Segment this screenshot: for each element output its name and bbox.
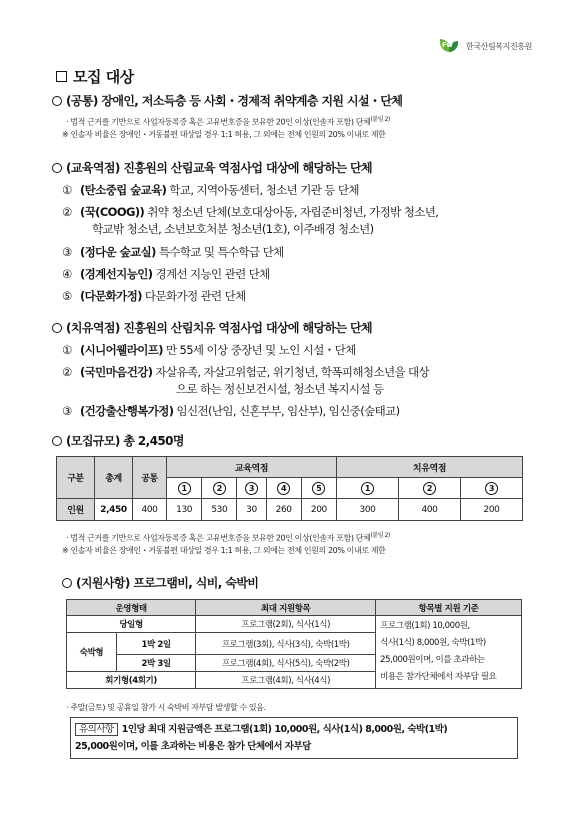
edu-num-3: 3 [237, 478, 266, 499]
support-table [66, 599, 522, 689]
items-1n2d: 프로그램(3회), 식사(3식), 숙박(1박) [196, 633, 376, 655]
cell-heal-1: 300 [337, 499, 399, 521]
cell-edu-5: 200 [301, 499, 336, 521]
edu-item-5: ⑤ (다문화가정) 다문화가정 관련 단체 [62, 289, 246, 303]
cell-edu-1: 130 [167, 499, 202, 521]
sub-2n3d: 2박 3일 [117, 655, 196, 672]
common-note-2: ※ 인솔자 비율은 장애인・거동불편 대상일 경우 1:1 허용, 그 외에는 전체 인원의 20% 이내로 제한 [62, 130, 386, 139]
circle-bullet-icon [52, 323, 62, 333]
col-type: 운영형태 [67, 600, 196, 616]
common-note-1: ‧ 법적 근거를 기반으로 사업자등록증 혹은 고유번호증을 보유한 20인 이상(인솔자 포함) 단체$^{(붙임 2)}$ [66, 116, 390, 127]
caution-tag: 유의사항 [75, 723, 118, 736]
heal-item-2-cont: 으로 하는 정신보건시설, 청소년 복지시설 등 [176, 382, 384, 396]
logo-leaf-icon: Fw [438, 38, 462, 54]
sub-1n2d: 1박 2일 [117, 633, 196, 655]
cost-criteria: 프로그램(1회) 10,000원, 식사(1식) 8,000원, 숙박(1박) 25,000원이며, 이를 초과하는 비용은 참가단체에서 자부담 필요 [376, 616, 522, 689]
heal-num-2: 2 [399, 478, 461, 499]
cell-total: 2,450 [95, 499, 133, 521]
cell-edu-4: 260 [266, 499, 301, 521]
heal-item-3: ③ (건강출산행복가정) 임신전(난임, 신혼부부, 임산부), 임신중(숲태교) [62, 404, 400, 418]
heal-item-1: ① (시니어웰라이프) 만 55세 이상 중장년 및 노인 시설・단체 [62, 343, 356, 357]
edu-num-2: 2 [202, 478, 237, 499]
edu-num-5: 5 [301, 478, 336, 499]
items-2n3d: 프로그램(4회), 식사(5식), 숙박(2박) [196, 655, 376, 672]
logo-text: 한국산림복지진흥원 [466, 41, 532, 51]
col-category: 구분 [57, 457, 95, 499]
support-heading: (지원사항) 프로그램비, 식비, 숙박비 [62, 574, 258, 591]
page-title: 모집 대상 [56, 66, 134, 87]
edu-item-3: ③ (정다운 숲교실) 특수학교 및 특수학급 단체 [62, 245, 284, 259]
caution-box: 유의사항 1인당 최대 지원금액은 프로그램(1회) 10,000원, 식사(1식) 8,000원, 숙박(1박) 25,000원이며, 이를 초과하는 비용은 참가 단체에서 자부담 [70, 717, 518, 759]
col-cost: 항목별 지원 기준 [376, 600, 522, 616]
edu-num-4: 4 [266, 478, 301, 499]
heal-heading: (치유역점) 진흥원의 산림치유 역점사업 대상에 해당하는 단체 [52, 319, 372, 336]
heal-num-3: 3 [461, 478, 523, 499]
col-items: 최대 지원항목 [196, 600, 376, 616]
col-edu: 교육역점 [167, 457, 337, 478]
items-day: 프로그램(2회), 식사(1식) [196, 616, 376, 633]
quota-heading: (모집규모) 총 2,450명 [52, 432, 184, 449]
heal-item-2: ② (국민마음건강) 자살유족, 자살고위험군, 위기청년, 학폭피해청소년을 대상 [62, 365, 430, 379]
cell-edu-2: 530 [202, 499, 237, 521]
circle-bullet-icon [52, 96, 62, 106]
edu-num-1: 1 [167, 478, 202, 499]
cell-heal-3: 200 [461, 499, 523, 521]
quota-note-1: ‧ 법적 근거를 기반으로 사업자등록증 혹은 고유번호증을 보유한 20인 이상(인솔자 포함) 단체$^{(붙임 2)}$ [66, 532, 390, 543]
cell-edu-3: 30 [237, 499, 266, 521]
logo [438, 38, 532, 54]
items-session: 프로그램(4회), 식사(4식) [196, 672, 376, 689]
quota-note-2: ※ 인솔자 비율은 장애인・거동불편 대상일 경우 1:1 허용, 그 외에는 전체 인원의 20% 이내로 제한 [62, 546, 386, 555]
heal-num-1: 1 [337, 478, 399, 499]
common-heading: (공통) 장애인, 저소득층 등 사회・경제적 취약계층 지원 시설・단체 [52, 92, 402, 109]
cell-heal-2: 400 [399, 499, 461, 521]
row-label: 인원 [57, 499, 95, 521]
circle-bullet-icon [52, 436, 62, 446]
col-total: 총계 [95, 457, 133, 499]
col-heal: 치유역점 [337, 457, 523, 478]
cell-common: 400 [133, 499, 167, 521]
support-note: ‧ 주말(금토) 및 공휴일 참가 시 숙박비 자부담 발생할 수 있음. [66, 703, 266, 712]
edu-item-2-cont: 학교밖 청소년, 소년보호처분 청소년(1호), 이주배경 청소년) [92, 222, 374, 236]
edu-item-2: ② (꾹(COOG)) 취약 청소년 단체(보호대상아동, 자립준비청년, 가정밖 청소년, [62, 205, 439, 219]
quota-table [56, 456, 523, 521]
checkbox-square-icon [56, 71, 67, 82]
edu-heading: (교육역점) 진흥원의 산림교육 역점사업 대상에 해당하는 단체 [52, 159, 372, 176]
col-common: 공통 [133, 457, 167, 499]
type-day: 당일형 [67, 616, 196, 633]
type-stay: 숙박형 [67, 633, 117, 672]
circle-bullet-icon [62, 578, 72, 588]
edu-item-4: ④ (경계선지능인) 경계선 지능인 관련 단체 [62, 267, 270, 281]
type-session: 회기형(4회기) [67, 672, 196, 689]
edu-item-1: ① (탄소중립 숲교육) 학교, 지역아동센터, 청소년 기관 등 단체 [62, 183, 359, 197]
circle-bullet-icon [52, 163, 62, 173]
